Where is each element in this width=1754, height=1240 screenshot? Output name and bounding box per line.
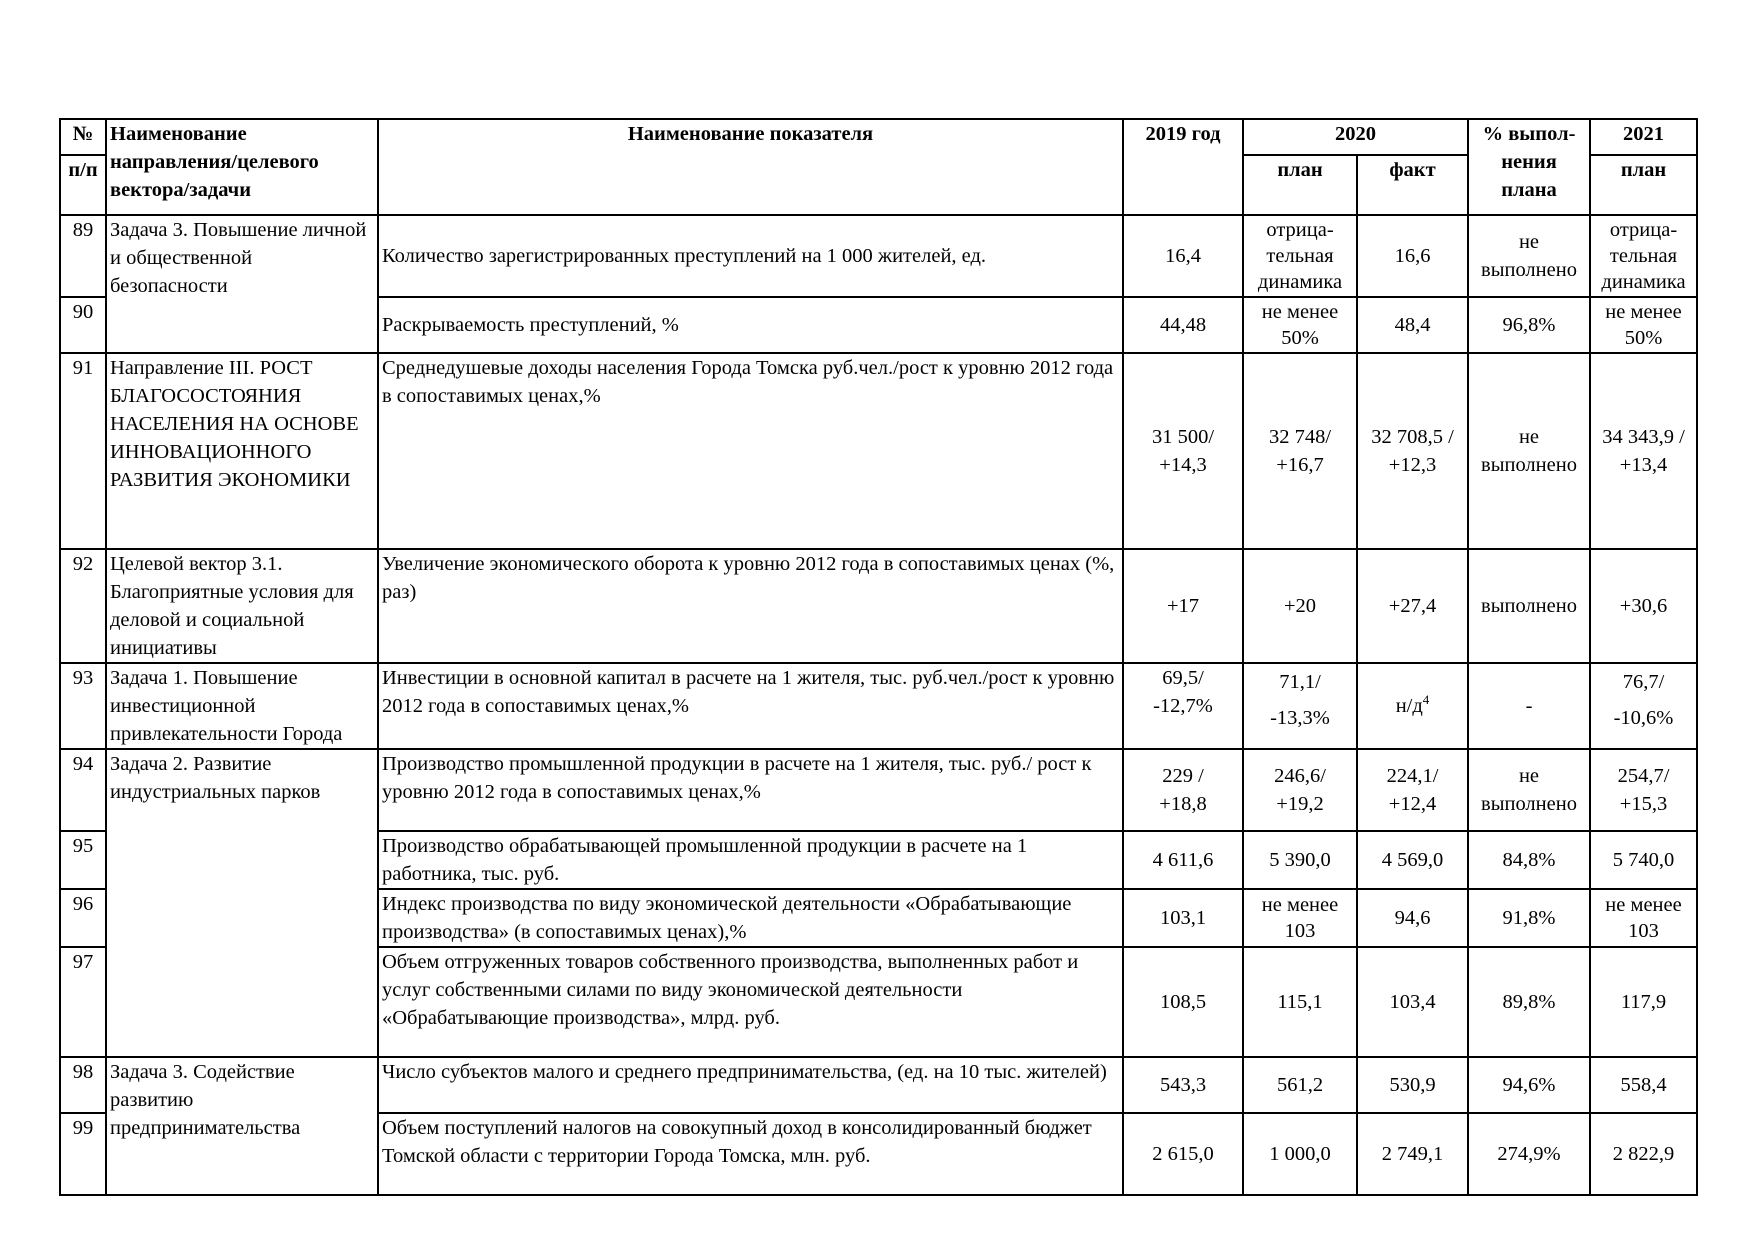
value-line: -13,3% — [1270, 707, 1330, 729]
value-line: 246,6/ — [1274, 765, 1326, 787]
value-2020-plan — [1243, 749, 1357, 831]
value-line: +14,3 — [1159, 454, 1207, 476]
header-2020-fact: факт — [1357, 155, 1468, 215]
row-num: 96 — [60, 889, 106, 947]
value-line: тельная — [1609, 245, 1678, 267]
value-line: динамика — [1257, 271, 1343, 293]
value-percent — [1468, 215, 1590, 297]
value-line: 103 — [1284, 920, 1316, 942]
group-name: Задача 3. Повышение личной и общественной безопасности — [106, 215, 378, 353]
value-line: не — [1518, 231, 1540, 253]
value-2020-fact — [1357, 353, 1468, 549]
value-2020-fact: 2 749,1 — [1357, 1113, 1468, 1195]
value-2021-plan — [1590, 353, 1697, 549]
header-num-1: № — [60, 119, 106, 155]
table-row — [60, 215, 1697, 297]
value-line: не менее — [1261, 301, 1339, 323]
group-name: Направление III. РОСТ БЛАГОСОСТОЯНИЯ НАСЕЛЕНИЯ НА ОСНОВЕ ИННОВАЦИОННОГО РАЗВИТИЯ ЭКОНОМИКИ — [106, 353, 378, 549]
value-percent: 89,8% — [1468, 947, 1590, 1057]
value-line: 71,1/ — [1279, 671, 1321, 693]
value-2020-plan — [1243, 297, 1357, 353]
row-num: 92 — [60, 549, 106, 663]
row-num: 95 — [60, 831, 106, 889]
value-line: 50% — [1624, 327, 1663, 349]
value-2019 — [1123, 353, 1243, 549]
value-2020-fact: 530,9 — [1357, 1057, 1468, 1113]
header-2020-plan: план — [1243, 155, 1357, 215]
value-2020-plan: +20 — [1243, 549, 1357, 663]
value-line: 34 343,9 / — [1602, 426, 1685, 448]
indicator-name: Инвестиции в основной капитал в расчете на 1 жителя, тыс. руб.чел./рост к уровню 2012 года в сопоставимых ценах,% — [378, 663, 1123, 749]
row-num: 89 — [60, 215, 106, 297]
value-line: не менее — [1605, 301, 1682, 323]
value-line: -12,7% — [1153, 695, 1213, 717]
header-percent-line2: нения плана — [1501, 151, 1557, 201]
value-2019: 108,5 — [1123, 947, 1243, 1057]
row-num: 97 — [60, 947, 106, 1057]
value-2021-plan: +30,6 — [1590, 549, 1697, 663]
value-2021-plan — [1590, 297, 1697, 353]
value-2020-fact — [1357, 749, 1468, 831]
value-line: динамика — [1601, 271, 1686, 293]
value-line: тельная — [1266, 245, 1334, 267]
value-line: не менее — [1261, 894, 1339, 916]
value-line: 50% — [1281, 327, 1319, 349]
header-direction-line1: Наименование — [110, 123, 247, 145]
row-num: 93 — [60, 663, 106, 749]
value-2020-plan — [1243, 889, 1357, 947]
value-line: не менее — [1605, 894, 1682, 916]
value-line: выполнено — [1481, 259, 1577, 281]
indicator-name: Количество зарегистрированных преступлений на 1 000 жителей, ед. — [378, 215, 1123, 297]
value-line: 254,7/ — [1617, 765, 1670, 787]
indicator-name: Раскрываемость преступлений, % — [378, 297, 1123, 353]
value-line: 224,1/ — [1386, 765, 1439, 787]
row-num: 98 — [60, 1057, 106, 1113]
header-row-1 — [60, 119, 1697, 155]
value-line: 103 — [1628, 920, 1659, 942]
value-text: н/д — [1395, 695, 1423, 717]
value-2020-plan: 5 390,0 — [1243, 831, 1357, 889]
value-line: +13,4 — [1619, 454, 1668, 476]
table-row — [60, 1057, 1697, 1113]
value-percent: выполнено — [1468, 549, 1590, 663]
row-num: 90 — [60, 297, 106, 353]
value-line: 32 748/ — [1268, 426, 1332, 448]
header-direction — [106, 119, 378, 215]
header-percent — [1468, 119, 1590, 215]
value-2020-plan — [1243, 663, 1357, 749]
value-percent — [1468, 353, 1590, 549]
row-num: 91 — [60, 353, 106, 549]
value-2020-fact: 94,6 — [1357, 889, 1468, 947]
header-direction-line2: направления/целевого вектора/задачи — [110, 151, 319, 201]
value-line: выполнено — [1481, 793, 1577, 815]
row-num: 94 — [60, 749, 106, 831]
row-num: 99 — [60, 1113, 106, 1195]
indicator-name: Объем отгруженных товаров собственного производства, выполненных работ и услуг собственными силами по виду экономической деятельности «Обрабатывающие производства», млрд. руб. — [378, 947, 1123, 1057]
indicators-table — [59, 118, 1698, 1196]
value-line: 31 500/ — [1151, 426, 1215, 448]
value-2019: +17 — [1123, 549, 1243, 663]
value-2019: 2 615,0 — [1123, 1113, 1243, 1195]
header-2020: 2020 — [1243, 119, 1468, 155]
value-percent: 91,8% — [1468, 889, 1590, 947]
value-2020-fact: 16,6 — [1357, 215, 1468, 297]
value-2019: 4 611,6 — [1123, 831, 1243, 889]
value-2019 — [1123, 663, 1243, 749]
value-2019: 16,4 — [1123, 215, 1243, 297]
value-line: отрица- — [1609, 219, 1678, 241]
table-row — [60, 353, 1697, 549]
header-2021-plan: план — [1590, 155, 1697, 215]
value-line: -10,6% — [1613, 707, 1674, 729]
group-name: Целевой вектор 3.1. Благоприятные условия для деловой и социальной инициативы — [106, 549, 378, 663]
value-2021-plan — [1590, 215, 1697, 297]
table-row — [60, 663, 1697, 749]
indicator-name: Среднедушевые доходы населения Города Томска руб.чел./рост к уровню 2012 года в сопоставимых ценах,% — [378, 353, 1123, 549]
value-percent: 94,6% — [1468, 1057, 1590, 1113]
value-line: не — [1518, 765, 1540, 787]
value-2021-plan — [1590, 749, 1697, 831]
footnote-mark: 4 — [1422, 692, 1430, 708]
indicator-name: Производство промышленной продукции в расчете на 1 жителя, тыс. руб./ рост к уровню 2012 года в сопоставимых ценах,% — [378, 749, 1123, 831]
value-2021-plan: 117,9 — [1590, 947, 1697, 1057]
indicator-name: Индекс производства по виду экономической деятельности «Обрабатывающие производства» (в сопоставимых ценах),% — [378, 889, 1123, 947]
value-2020-fact: 103,4 — [1357, 947, 1468, 1057]
value-line: не — [1518, 426, 1540, 448]
table-row — [60, 749, 1697, 831]
value-2020-plan — [1243, 353, 1357, 549]
value-line: +15,3 — [1619, 793, 1668, 815]
indicator-name: Производство обрабатывающей промышленной продукции в расчете на 1 работника, тыс. руб. — [378, 831, 1123, 889]
header-num-2: п/п — [60, 155, 106, 215]
header-percent-line1: % выпол- — [1482, 123, 1576, 145]
header-2021: 2021 — [1590, 119, 1697, 155]
value-2021-plan: 2 822,9 — [1590, 1113, 1697, 1195]
indicator-name: Увеличение экономического оборота к уровню 2012 года в сопоставимых ценах (%, раз) — [378, 549, 1123, 663]
value-2020-plan: 1 000,0 — [1243, 1113, 1357, 1195]
value-line: 32 708,5 / — [1371, 426, 1454, 448]
value-percent: 274,9% — [1468, 1113, 1590, 1195]
value-percent: - — [1468, 663, 1590, 749]
value-2019: 543,3 — [1123, 1057, 1243, 1113]
value-2019: 44,48 — [1123, 297, 1243, 353]
value-line: +19,2 — [1276, 793, 1324, 815]
value-2020-fact — [1357, 663, 1468, 749]
value-2021-plan: 5 740,0 — [1590, 831, 1697, 889]
indicator-name: Число субъектов малого и среднего предпринимательства, (ед. на 10 тыс. жителей) — [378, 1057, 1123, 1113]
header-indicator: Наименование показателя — [378, 119, 1123, 215]
group-name: Задача 2. Развитие индустриальных парков — [106, 749, 378, 1057]
value-2020-fact: +27,4 — [1357, 549, 1468, 663]
value-line: +12,4 — [1388, 793, 1437, 815]
value-line: 76,7/ — [1622, 671, 1665, 693]
value-2021-plan: 558,4 — [1590, 1057, 1697, 1113]
value-line: +16,7 — [1276, 454, 1324, 476]
value-2020-plan: 561,2 — [1243, 1057, 1357, 1113]
value-2020-fact: 4 569,0 — [1357, 831, 1468, 889]
value-2019: 103,1 — [1123, 889, 1243, 947]
indicator-name: Объем поступлений налогов на совокупный доход в консолидированный бюджет Томской области с территории Города Томска, млн. руб. — [378, 1113, 1123, 1195]
value-line: +18,8 — [1159, 793, 1207, 815]
value-2020-plan: 115,1 — [1243, 947, 1357, 1057]
value-line: +12,3 — [1388, 454, 1437, 476]
group-name: Задача 3. Содействие развитию предпринимательства — [106, 1057, 378, 1195]
value-2021-plan — [1590, 663, 1697, 749]
value-percent: 84,8% — [1468, 831, 1590, 889]
value-line: выполнено — [1481, 454, 1577, 476]
value-2021-plan — [1590, 889, 1697, 947]
group-name: Задача 1. Повышение инвестиционной привлекательности Города — [106, 663, 378, 749]
value-line: 69,5/ — [1162, 667, 1204, 689]
value-line: отрица- — [1266, 219, 1334, 241]
value-2020-fact: 48,4 — [1357, 297, 1468, 353]
value-percent — [1468, 749, 1590, 831]
value-2019 — [1123, 749, 1243, 831]
value-percent: 96,8% — [1468, 297, 1590, 353]
value-2020-plan — [1243, 215, 1357, 297]
header-2019: 2019 год — [1123, 119, 1243, 215]
value-line: 229 / — [1162, 765, 1204, 787]
table-row — [60, 549, 1697, 663]
